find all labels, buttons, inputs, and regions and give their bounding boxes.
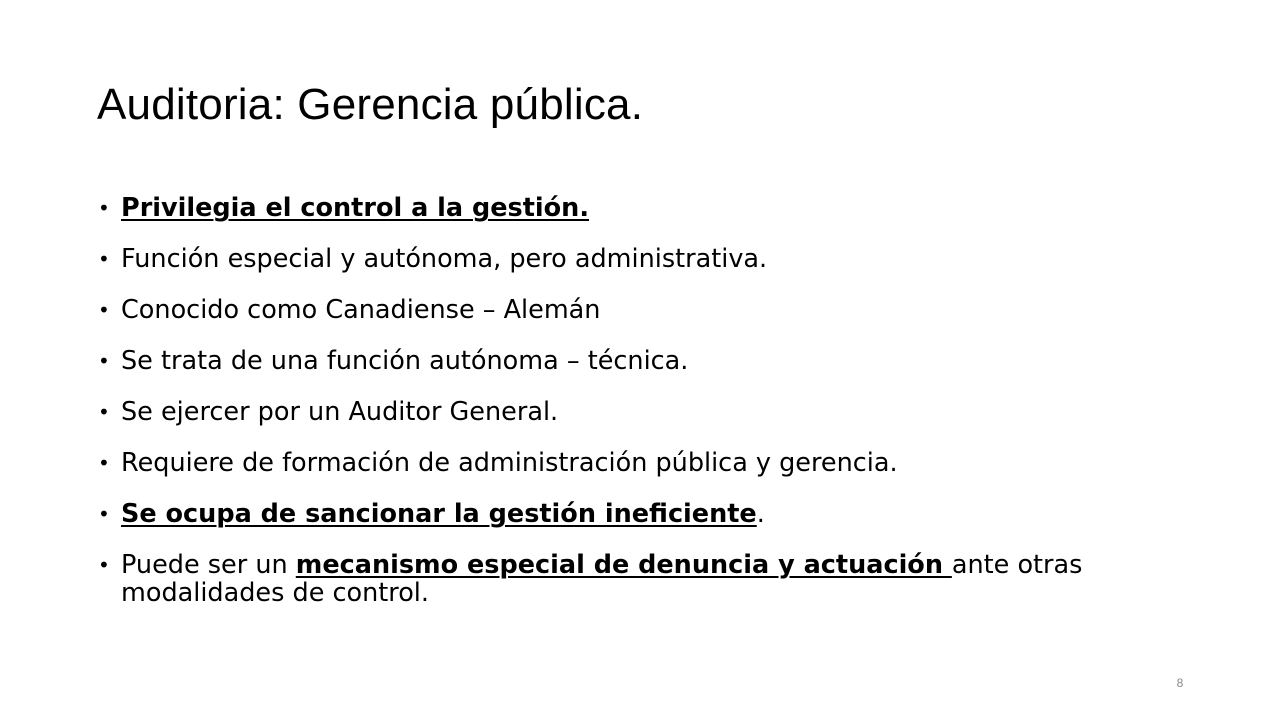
bullet-item xyxy=(98,551,1158,607)
bullet-item xyxy=(98,449,1158,477)
bullet-icon: • xyxy=(98,298,110,322)
slide-number: 8 xyxy=(1176,676,1184,690)
bullet-item xyxy=(98,296,1158,324)
bullet-icon: • xyxy=(98,349,110,373)
bullet-text-after: . xyxy=(756,499,765,529)
bullet-item xyxy=(98,500,1158,528)
bullet-item xyxy=(98,347,1158,375)
slide-title: Auditoria: Gerencia pública. xyxy=(97,80,644,129)
bullet-item xyxy=(98,194,1158,222)
bullet-text-emphasis: Se ocupa de sancionar la gestión ineficiente xyxy=(121,499,757,529)
bullet-text-before: Requiere de formación de administración pública y gerencia. xyxy=(121,448,898,478)
bullet-text-before: Se ejercer por un Auditor General. xyxy=(121,397,559,427)
bullet-list xyxy=(98,194,1158,607)
bullet-icon: • xyxy=(98,247,110,271)
bullet-icon: • xyxy=(98,553,110,577)
bullet-text-before: Se trata de una función autónoma – técnica. xyxy=(121,346,689,376)
bullet-icon: • xyxy=(98,502,110,526)
bullet-icon: • xyxy=(98,451,110,475)
bullet-text-before: Función especial y autónoma, pero administrativa. xyxy=(121,244,768,274)
bullet-text-after: ante otras modalidades de control. xyxy=(121,550,1083,608)
bullet-text-emphasis: mecanismo especial de denuncia y actuación xyxy=(295,550,952,580)
bullet-text-emphasis: Privilegia el control a la gestión. xyxy=(121,193,590,223)
bullet-text-before: Conocido como Canadiense – Alemán xyxy=(121,295,601,325)
bullet-text-before: Puede ser un xyxy=(121,550,296,580)
bullet-icon: • xyxy=(98,400,110,424)
bullet-item xyxy=(98,398,1158,426)
bullet-icon: • xyxy=(98,196,110,220)
bullet-item xyxy=(98,245,1158,273)
